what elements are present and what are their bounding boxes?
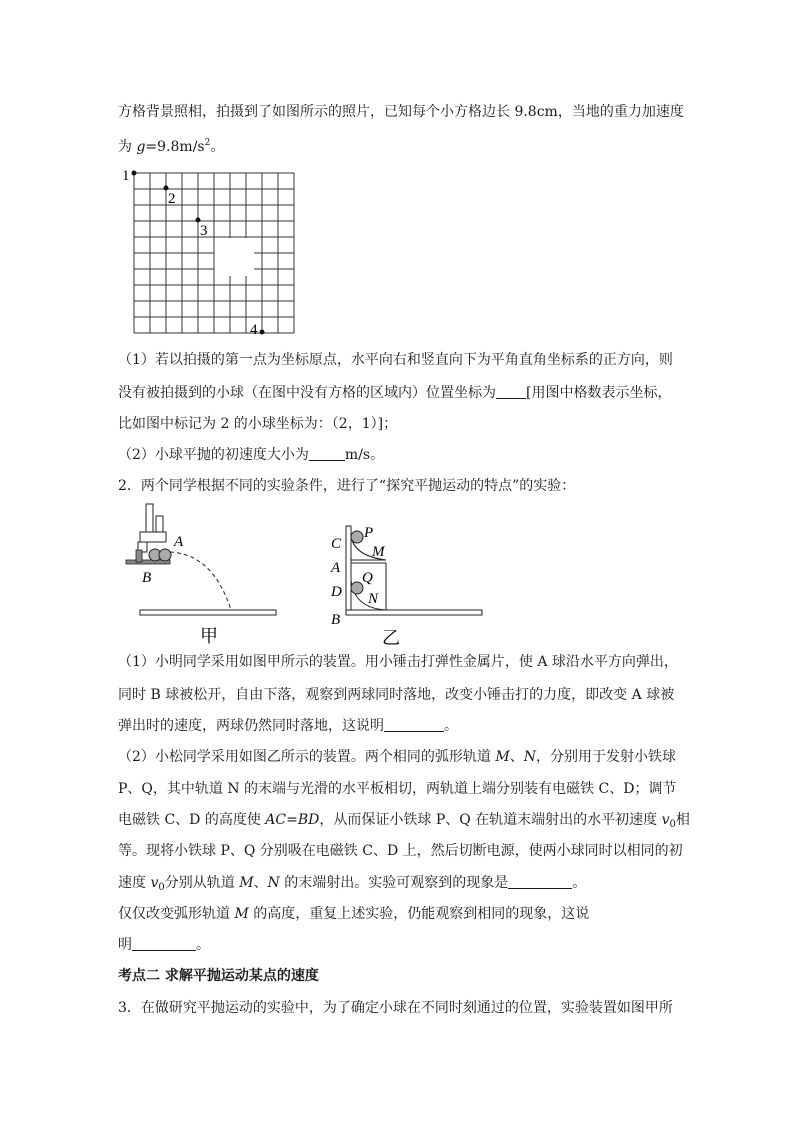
q1-part2	[118, 445, 384, 465]
text: 。	[210, 139, 225, 155]
ball-p	[351, 531, 363, 543]
text: 弹出时的速度，两球仍然同时落地，这说明	[118, 718, 384, 734]
label-m: M	[372, 544, 385, 560]
text: 仅仅改变弧形轨道	[118, 906, 235, 922]
caption-yi: 乙	[382, 628, 400, 648]
text: 。	[572, 875, 587, 891]
answer-blank[interactable]	[496, 384, 526, 399]
label-c: C	[331, 536, 342, 552]
text: 、	[253, 875, 268, 891]
text: （2）小球平抛的初速度大小为	[118, 447, 309, 463]
text: 的末端射出。实验可观察到的现象是	[279, 875, 509, 891]
label-a: A	[331, 560, 341, 576]
text: M	[239, 875, 254, 891]
text: AC=BD	[265, 812, 320, 828]
text: N	[267, 875, 280, 891]
text: 相	[675, 812, 690, 828]
text: m/s。	[344, 447, 385, 463]
q2-p2-line2: P、Q，其中轨道 N 的末端与光滑的水平板相切，两轨道上端分别装有电磁铁 C、D；调节	[118, 781, 677, 797]
q1-part1-line2	[118, 383, 671, 403]
q3-line1: 3．在做研究平抛运动的实验中，为了确定小球在不同时刻通过的位置，实验装置如图甲所	[118, 1000, 673, 1016]
text: （2）小松同学采用如图乙所示的装置。两个相同的弧形轨道	[118, 749, 496, 765]
text: 、	[509, 749, 524, 765]
text: v	[661, 812, 670, 828]
label-d: D	[331, 584, 342, 600]
text: ，从而保证小铁球 P、Q 在轨道末端射出的水平初速度	[319, 812, 662, 828]
g-symbol: g	[136, 139, 146, 155]
q2-p2-line7	[118, 935, 210, 955]
ball-1	[132, 171, 137, 176]
text: 0	[669, 819, 676, 830]
q1-part1-line3: 比如图中标记为 2 的小球坐标为：（2，1）]；	[118, 416, 398, 432]
q2-p2-line3	[118, 810, 690, 835]
text: ，分别用于发射小铁球	[535, 749, 676, 765]
ball-3	[196, 218, 201, 223]
q2-p1-line3	[118, 716, 458, 736]
answer-blank[interactable]	[508, 874, 572, 889]
text: 明	[118, 937, 132, 953]
grid-label-1: 1	[122, 168, 130, 184]
q2-p2-line1	[118, 747, 676, 767]
grid-label-2: 2	[168, 191, 176, 207]
text: [用图中格数表示坐标，	[526, 385, 672, 401]
q2-p2-line4: 等。现将小铁球 P、Q 分别吸在电磁铁 C、D 上，然后切断电源，使两小球同时以相同的初	[118, 843, 683, 859]
text: N	[523, 749, 536, 765]
q2-title: 2．两个同学根据不同的实验条件，进行了“探究平抛运动的特点”的实验：	[118, 478, 576, 494]
q1-intro-line2	[118, 133, 224, 157]
section2-title: 考点二 求解平抛运动某点的速度	[118, 968, 319, 984]
text: 电磁铁 C、D 的高度使	[118, 812, 266, 828]
text: 。	[444, 718, 458, 734]
text: 的高度，重复上述实验，仍能观察到相同的现象，这说	[248, 906, 590, 922]
q1-intro-line1: 方格背景照相，拍摄到了如图所示的照片，已知每个小方格边长 9.8cm，当地的重力加速度	[118, 104, 684, 120]
label-q: Q	[362, 570, 373, 586]
text: 0	[158, 882, 165, 893]
label-p: P	[364, 525, 374, 541]
text: 分别从轨道	[164, 875, 240, 891]
answer-blank[interactable]	[384, 717, 444, 732]
g-exponent: 2	[204, 138, 211, 148]
text: 速度	[118, 875, 151, 891]
text: 为	[118, 139, 137, 155]
figure-jia	[118, 502, 288, 647]
ball-b	[159, 549, 171, 561]
answer-blank[interactable]	[309, 446, 345, 461]
ball-4	[260, 330, 265, 335]
label-b: B	[142, 570, 152, 586]
text: 没有被拍摄到的小球（在图中没有方格的区域内）位置坐标为	[118, 385, 496, 401]
answer-blank[interactable]	[132, 936, 196, 951]
text: M	[234, 906, 249, 922]
missing-grid-area	[214, 238, 254, 276]
label-a: A	[174, 534, 184, 550]
q2-p1-line1: （1）小明同学采用如图甲所示的装置。用小锤击打弹性金属片，使 A 球沿水平方向弹出，	[118, 654, 678, 670]
ball-2	[164, 186, 169, 191]
label-n: N	[368, 591, 379, 607]
grid-label-4: 4	[250, 322, 258, 338]
grid-figure	[120, 166, 310, 338]
q2-p2-line6	[118, 904, 589, 924]
q1-part1-line1: （1）若以拍摄的第一点为坐标原点，水平向右和竖直向下为平角直角坐标系的正方向，则	[118, 352, 673, 368]
figure-yi	[328, 520, 488, 648]
label-b: B	[331, 612, 341, 628]
g-value: =9.8m/s	[145, 139, 205, 155]
grid-label-3: 3	[200, 223, 208, 239]
text: 。	[196, 937, 210, 953]
text: M	[495, 749, 510, 765]
q2-p2-line5	[118, 873, 586, 898]
q2-p1-line2: 同时 B 球被松开，自由下落，观察到两球同时落地，改变小锤击打的力度，即改变 A 球被	[118, 687, 675, 703]
text: v	[150, 875, 159, 891]
caption-jia: 甲	[200, 626, 218, 646]
